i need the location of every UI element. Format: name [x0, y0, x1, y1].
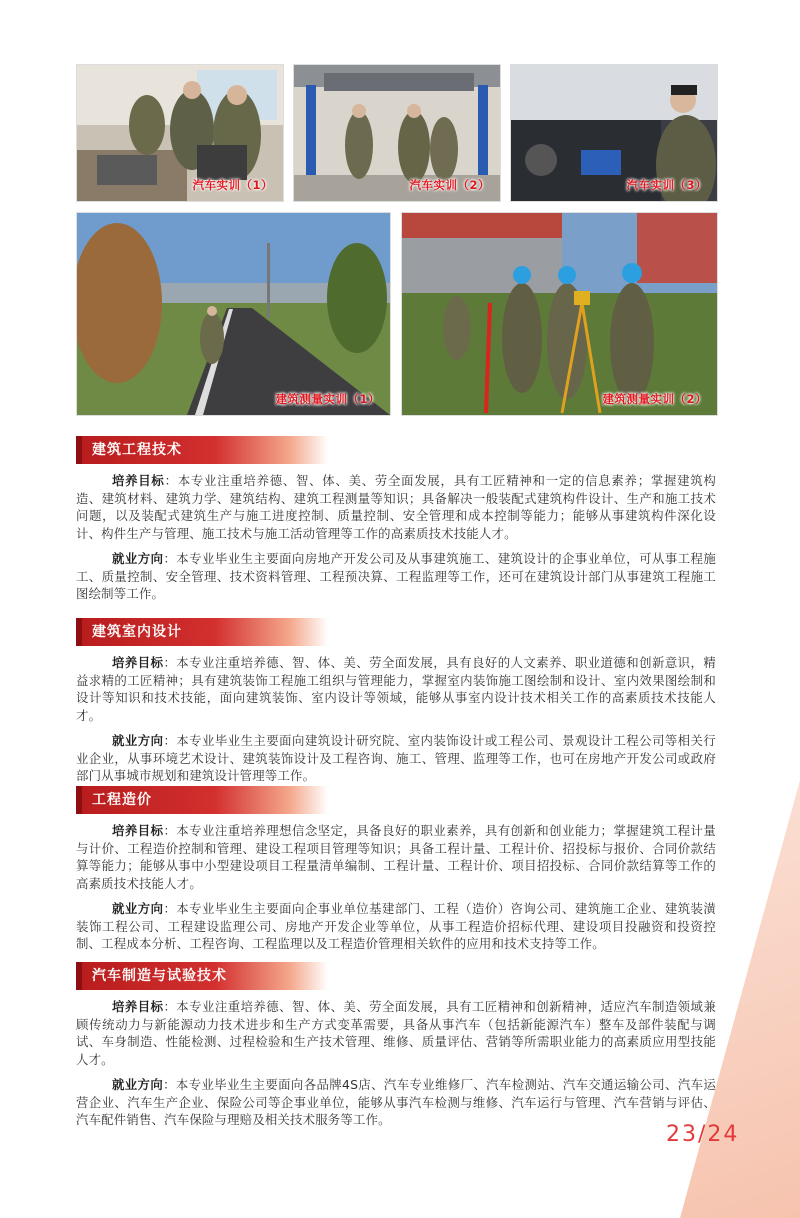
job-label: 就业方向: [112, 901, 164, 916]
photo-caption: 汽车实训（1）: [192, 178, 273, 192]
photo-survey-training-1: [76, 212, 391, 416]
section-title: 建筑工程技术: [76, 436, 328, 464]
job-text: ：本专业毕业生主要面向房地产开发公司及从事建筑施工、建筑设计的企事业单位，可从事工程施工、质量控制、安全管理、技术资料管理、工程预决算、工程监理等工作，还可在建筑设计部门从事建筑工程施工图绘制等工作。: [76, 551, 716, 601]
training-goal: [76, 472, 716, 542]
career-direction: [76, 1076, 716, 1129]
photo-auto-training-2: [293, 64, 501, 202]
goal-label: 培养目标: [112, 999, 164, 1014]
photo-survey-training-2: [401, 212, 718, 416]
section-engineering-cost: [76, 786, 716, 953]
section-title: 汽车制造与试验技术: [76, 962, 328, 990]
section-title: 工程造价: [76, 786, 328, 814]
photo-auto-training-1: [76, 64, 284, 202]
goal-text: ：本专业注重培养德、智、体、美、劳全面发展，具有工匠精神和一定的信息素养；掌握建筑构造、建筑材料、建筑力学、建筑结构、建筑工程测量等知识；具备解决一般装配式建筑构件设计、生产和施工技术问题，以及装配式建筑生产与施工进度控制、质量控制、安全管理和成本控制等能力；能够从事建筑构件深化设计、构件生产与管理、施工技术与施工活动管理等工作的高素质技术技能人才。: [76, 473, 716, 541]
career-direction: [76, 900, 716, 953]
job-text: ：本专业毕业生主要面向企事业单位基建部门、工程（造价）咨询公司、建筑施工企业、建筑装潢装饰工程公司、工程建设监理公司、房地产开发企业等单位，从事工程造价招标代理、建设项目投融资和投资控制、工程成本分析、工程咨询、工程监理以及工程造价管理相关软件的应用和技术支持等工作。: [76, 901, 716, 951]
goal-label: 培养目标: [112, 655, 164, 670]
goal-label: 培养目标: [112, 473, 165, 488]
career-direction: [76, 550, 716, 603]
photo-auto-training-3: [510, 64, 718, 202]
job-label: 就业方向: [112, 733, 164, 748]
photo-caption: 汽车实训（2）: [409, 178, 490, 192]
goal-text: ：本专业注重培养德、智、体、美、劳全面发展，具有工匠精神和创新精神，适应汽车制造领域兼顾传统动力与新能源动力技术进步和生产方式变革需要，具备从事汽车（包括新能源汽车）整车及部件装配与调试、车身制造、性能检测、过程检验和生产技术管理、维修、质量评估、营销等所需职业能力的高素质应用型技能人才。: [76, 999, 716, 1067]
page-number: 23/24: [666, 1122, 740, 1147]
photo-caption: 汽车实训（3）: [626, 178, 707, 192]
training-goal: [76, 998, 716, 1068]
goal-text: ：本专业注重培养理想信念坚定，具备良好的职业素养，具有创新和创业能力；掌握建筑工程计量与计价、工程造价控制和管理、建设工程项目管理等知识；具备工程计量、工程计价、招投标与报价、合同价款结算等能力；能够从事中小型建设项目工程量清单编制、工程计量、工程计价、项目招投标、合同价款结算等工作的高素质技术技能人才。: [76, 823, 716, 891]
section-construction-engineering: [76, 436, 716, 603]
section-auto-manufacturing: [76, 962, 716, 1129]
training-goal: [76, 654, 716, 724]
photo-caption: 建筑测量实训（1）: [275, 392, 380, 406]
photo-caption: 建筑测量实训（2）: [602, 392, 707, 406]
goal-text: ：本专业注重培养德、智、体、美、劳全面发展，具有良好的人文素养、职业道德和创新意识，精益求精的工匠精神；具有建筑装饰工程施工组织与管理能力，掌握室内装饰施工图绘制和设计、室内效果图绘制和设计等知识和技术技能，面向建筑装饰、室内设计等领域，能够从事室内设计技术相关工作的高素质技术技能人才。: [76, 655, 716, 723]
section-title: 建筑室内设计: [76, 618, 328, 646]
career-direction: [76, 732, 716, 785]
job-label: 就业方向: [112, 551, 164, 566]
training-goal: [76, 822, 716, 892]
goal-label: 培养目标: [112, 823, 164, 838]
job-label: 就业方向: [112, 1077, 164, 1092]
job-text: ：本专业毕业生主要面向建筑设计研究院、室内装饰设计或工程公司、景观设计工程公司等相关行业企业，从事环境艺术设计、建筑装饰设计及工程咨询、施工、管理、监理等工作，也可在房地产开发公司或政府部门从事城市规划和建筑设计管理等工作。: [76, 733, 716, 783]
section-interior-design: [76, 618, 716, 785]
job-text: ：本专业毕业生主要面向各品牌4S店、汽车专业维修厂、汽车检测站、汽车交通运输公司、汽车运营企业、汽车生产企业、保险公司等企事业单位，能够从事汽车检测与维修、汽车运行与管理、汽车营销与评估、汽车配件销售、汽车保险与理赔及相关技术服务等工作。: [76, 1077, 716, 1127]
